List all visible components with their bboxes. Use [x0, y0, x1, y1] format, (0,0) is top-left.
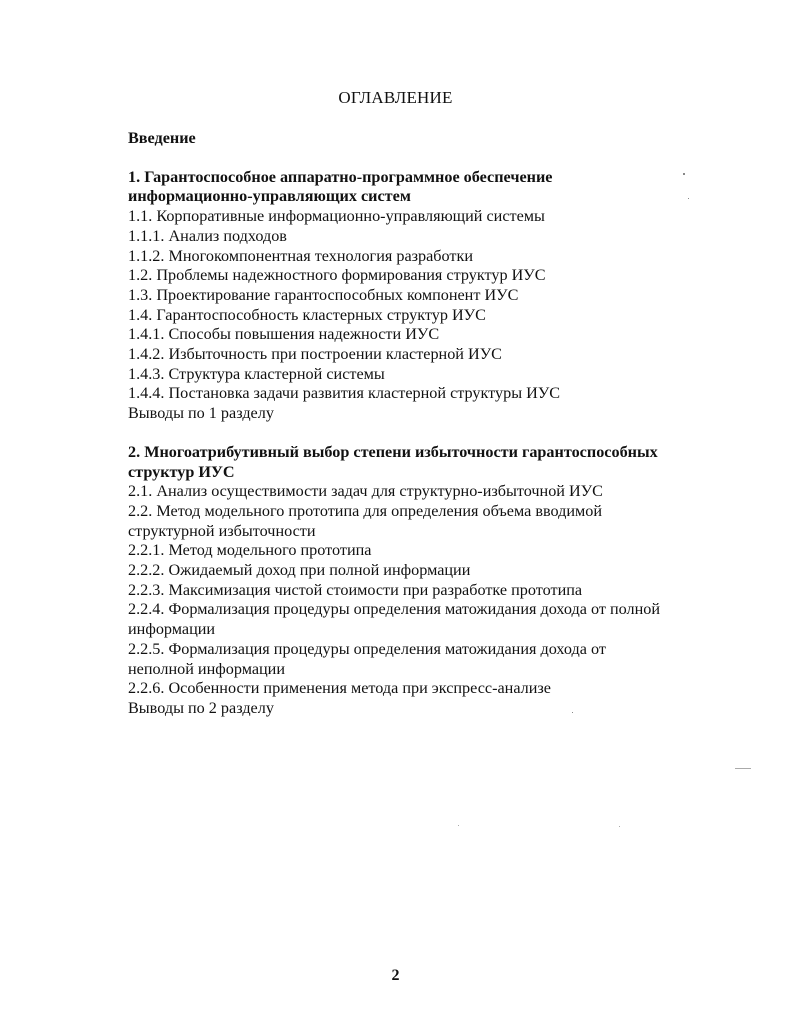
toc-entry-conclusions-1: Выводы по 1 разделу: [128, 404, 274, 423]
section-1: [128, 168, 718, 424]
scan-speck: [458, 825, 459, 826]
toc-entry: 2.2. Метод модельного прототипа для определения объема вводимой: [128, 501, 603, 520]
page-number: 2: [391, 967, 400, 984]
toc-entry: 1.4.1. Способы повышения надежности ИУС: [128, 325, 440, 344]
scan-speck: [688, 198, 689, 199]
toc-entry: 1.1.2. Многокомпонентная технология разработки: [128, 246, 474, 265]
section-2-title-line2: структур ИУС: [128, 462, 235, 481]
spacer: [128, 149, 718, 168]
toc-entry-continuation: неполной информации: [128, 659, 285, 678]
scan-speck: [572, 712, 573, 713]
scan-speck: [619, 826, 620, 827]
table-of-contents: [128, 129, 718, 719]
spacer: [128, 424, 718, 443]
section-1-title-line2: информационно-управляющих систем: [128, 187, 411, 206]
toc-entry: 1.4.3. Структура кластерной системы: [128, 364, 385, 383]
toc-heading: ОГЛАВЛЕНИЕ: [338, 88, 453, 107]
toc-entry: 2.2.4. Формализация процедуры определения матожидания дохода от полной: [128, 600, 661, 619]
toc-entry: 2.2.3. Максимизация чистой стоимости при разработке прототипа: [128, 580, 583, 599]
toc-entry: 2.1. Анализ осуществимости задач для структурно-избыточной ИУС: [128, 482, 603, 501]
toc-entry: 1.1.1. Анализ подходов: [128, 226, 287, 245]
toc-entry: 2.2.5. Формализация процедуры определения матожидания дохода от: [128, 639, 606, 658]
scan-speck: [683, 173, 685, 175]
toc-entry: 2.2.6. Особенности применения метода при экспресс-анализе: [128, 679, 551, 698]
toc-entry: 2.2.1. Метод модельного прототипа: [128, 541, 372, 560]
toc-entry: 1.4.2. Избыточность при построении кластерной ИУС: [128, 345, 502, 364]
section-2-title-line1: 2. Многоатрибутивный выбор степени избыточности гарантоспособных: [128, 442, 658, 461]
toc-entry-conclusions-2: Выводы по 2 разделу: [128, 698, 274, 717]
section-1-title-line1: 1. Гарантоспособное аппаратно-программное обеспечение: [128, 167, 553, 186]
toc-entry: 1.4. Гарантоспособность кластерных структур ИУС: [128, 305, 486, 324]
toc-entry: 1.3. Проектирование гарантоспособных компонент ИУС: [128, 285, 519, 304]
toc-entry: 1.2. Проблемы надежностного формирования структур ИУС: [128, 266, 546, 285]
toc-entry-continuation: информации: [128, 620, 216, 639]
toc-entry: 1.1. Корпоративные информационно-управляющий системы: [128, 207, 545, 226]
toc-entry: 1.4.4. Постановка задачи развития кластерной структуры ИУС: [128, 384, 561, 403]
toc-entry-intro: Введение: [128, 129, 196, 147]
toc-entry-continuation: структурной избыточности: [128, 521, 316, 540]
scan-speck: [735, 768, 751, 769]
toc-entry: 2.2.2. Ожидаемый доход при полной информации: [128, 561, 471, 580]
section-2: [128, 443, 718, 719]
